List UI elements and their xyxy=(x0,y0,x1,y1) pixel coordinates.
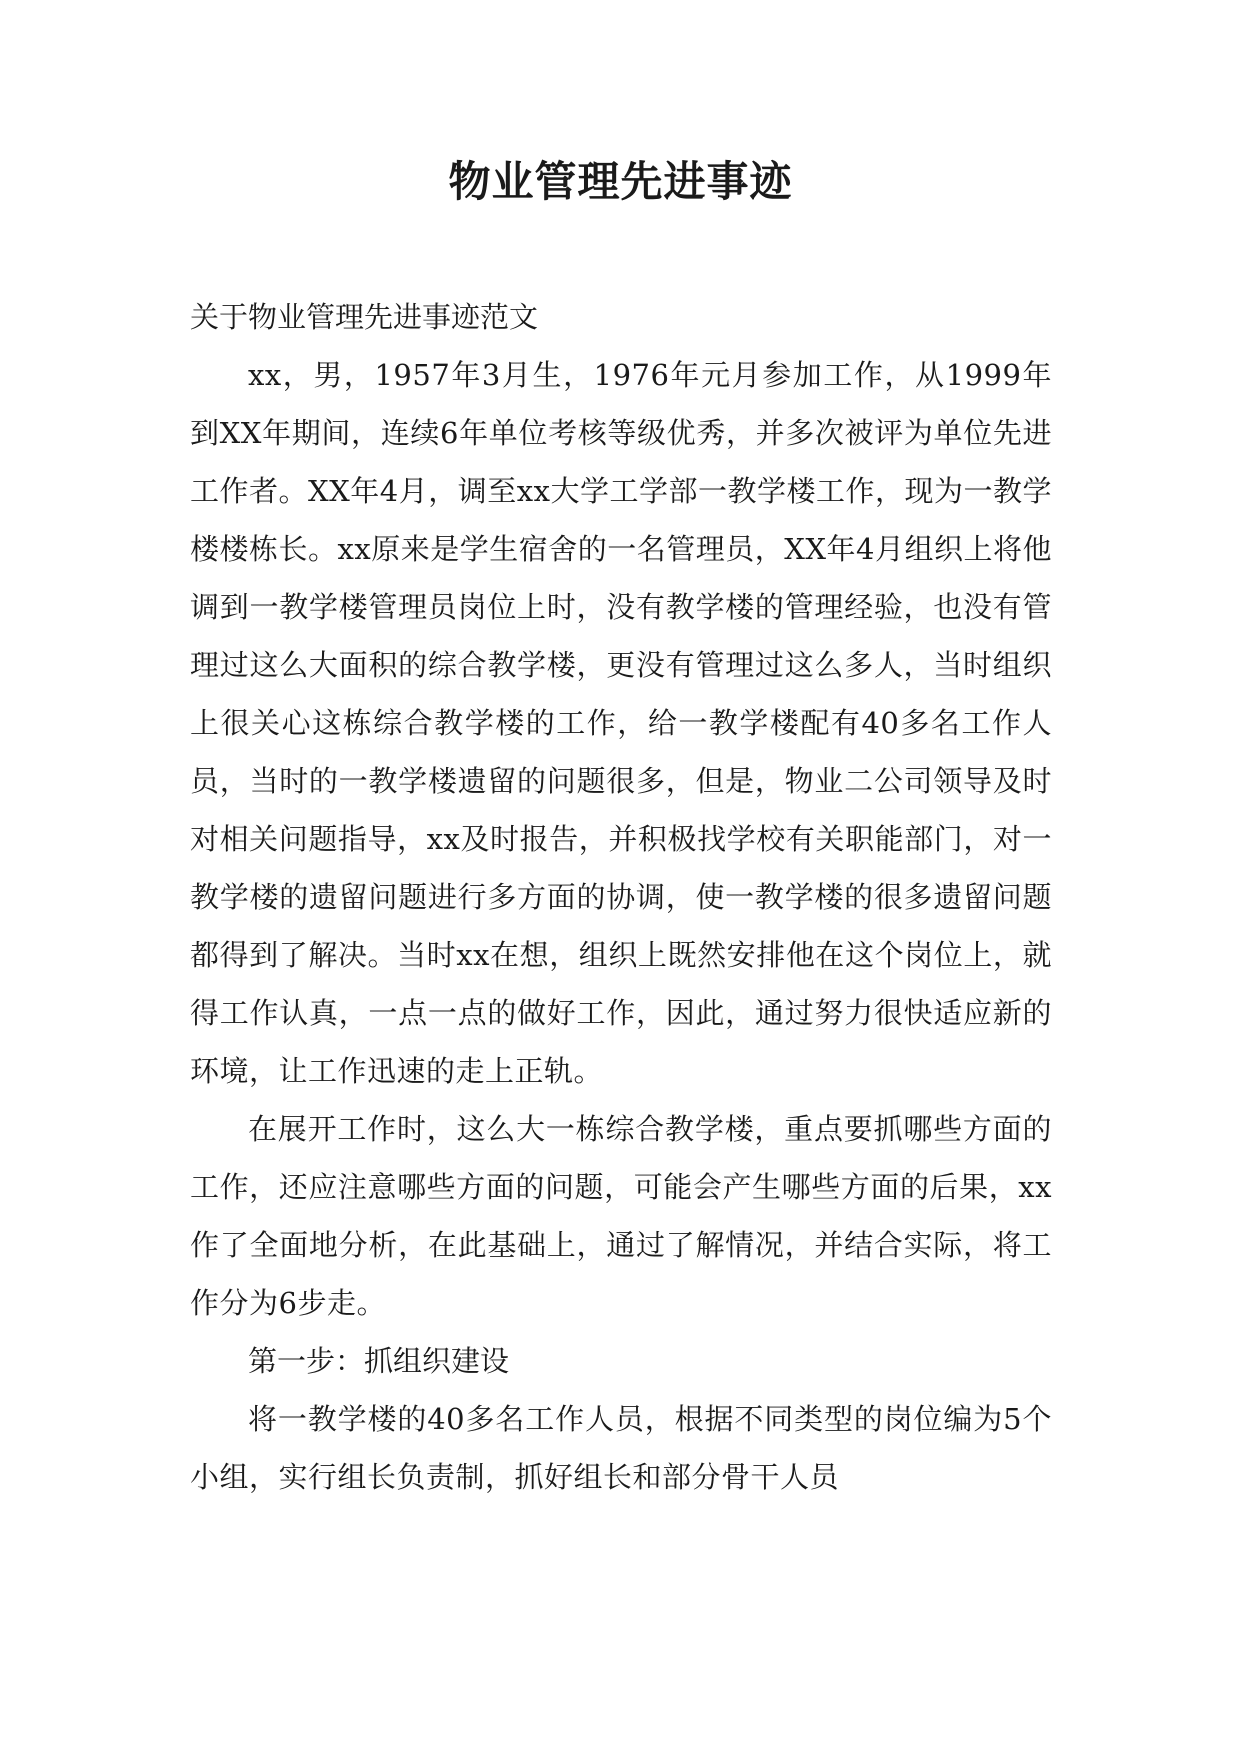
document-title: 物业管理先进事迹 xyxy=(448,157,793,206)
paragraph-step-one: 将一教学楼的40多名工作人员，根据不同类型的岗位编为5个小组，实行组长负责制，抓好组长和部分骨干人员 xyxy=(190,1402,1052,1494)
document-body xyxy=(190,288,1052,1506)
step-one-heading: 第一步：抓组织建设 xyxy=(248,1344,510,1378)
document-subtitle: 关于物业管理先进事迹范文 xyxy=(190,300,539,334)
paragraph-introduction: xx，男，1957年3月生，1976年元月参加工作，从1999年到XX年期间，连续6年单位考核等级优秀，并多次被评为单位先进工作者。XX年4月，调至xx大学工学部一教学楼工作，现为一教学楼楼栋长。xx原来是学生宿舍的一名管理员，XX年4月组织上将他调到一教学楼管理员岗位上时，没有教学楼的管理经验，也没有管理过这么大面积的综合教学楼，更没有管理过这么多人，当时组织上很关心这栋综合教学楼的工作，给一教学楼配有40多名工作人员，当时的一教学楼遗留的问题很多，但是，物业二公司领导及时对相关问题指导，xx及时报告，并积极找学校有关职能部门，对一教学楼的遗留问题进行多方面的协调，使一教学楼的很多遗留问题都得到了解决。当时xx在想，组织上既然安排他在这个岗位上，就得工作认真，一点一点的做好工作，因此，通过努力很快适应新的环境，让工作迅速的走上正轨。 xyxy=(190,358,1052,1088)
paragraph-work-plan: 在展开工作时，这么大一栋综合教学楼，重点要抓哪些方面的工作，还应注意哪些方面的问题，可能会产生哪些方面的后果，xx作了全面地分析，在此基础上，通过了解情况，并结合实际，将工作分为6步走。 xyxy=(190,1112,1052,1320)
